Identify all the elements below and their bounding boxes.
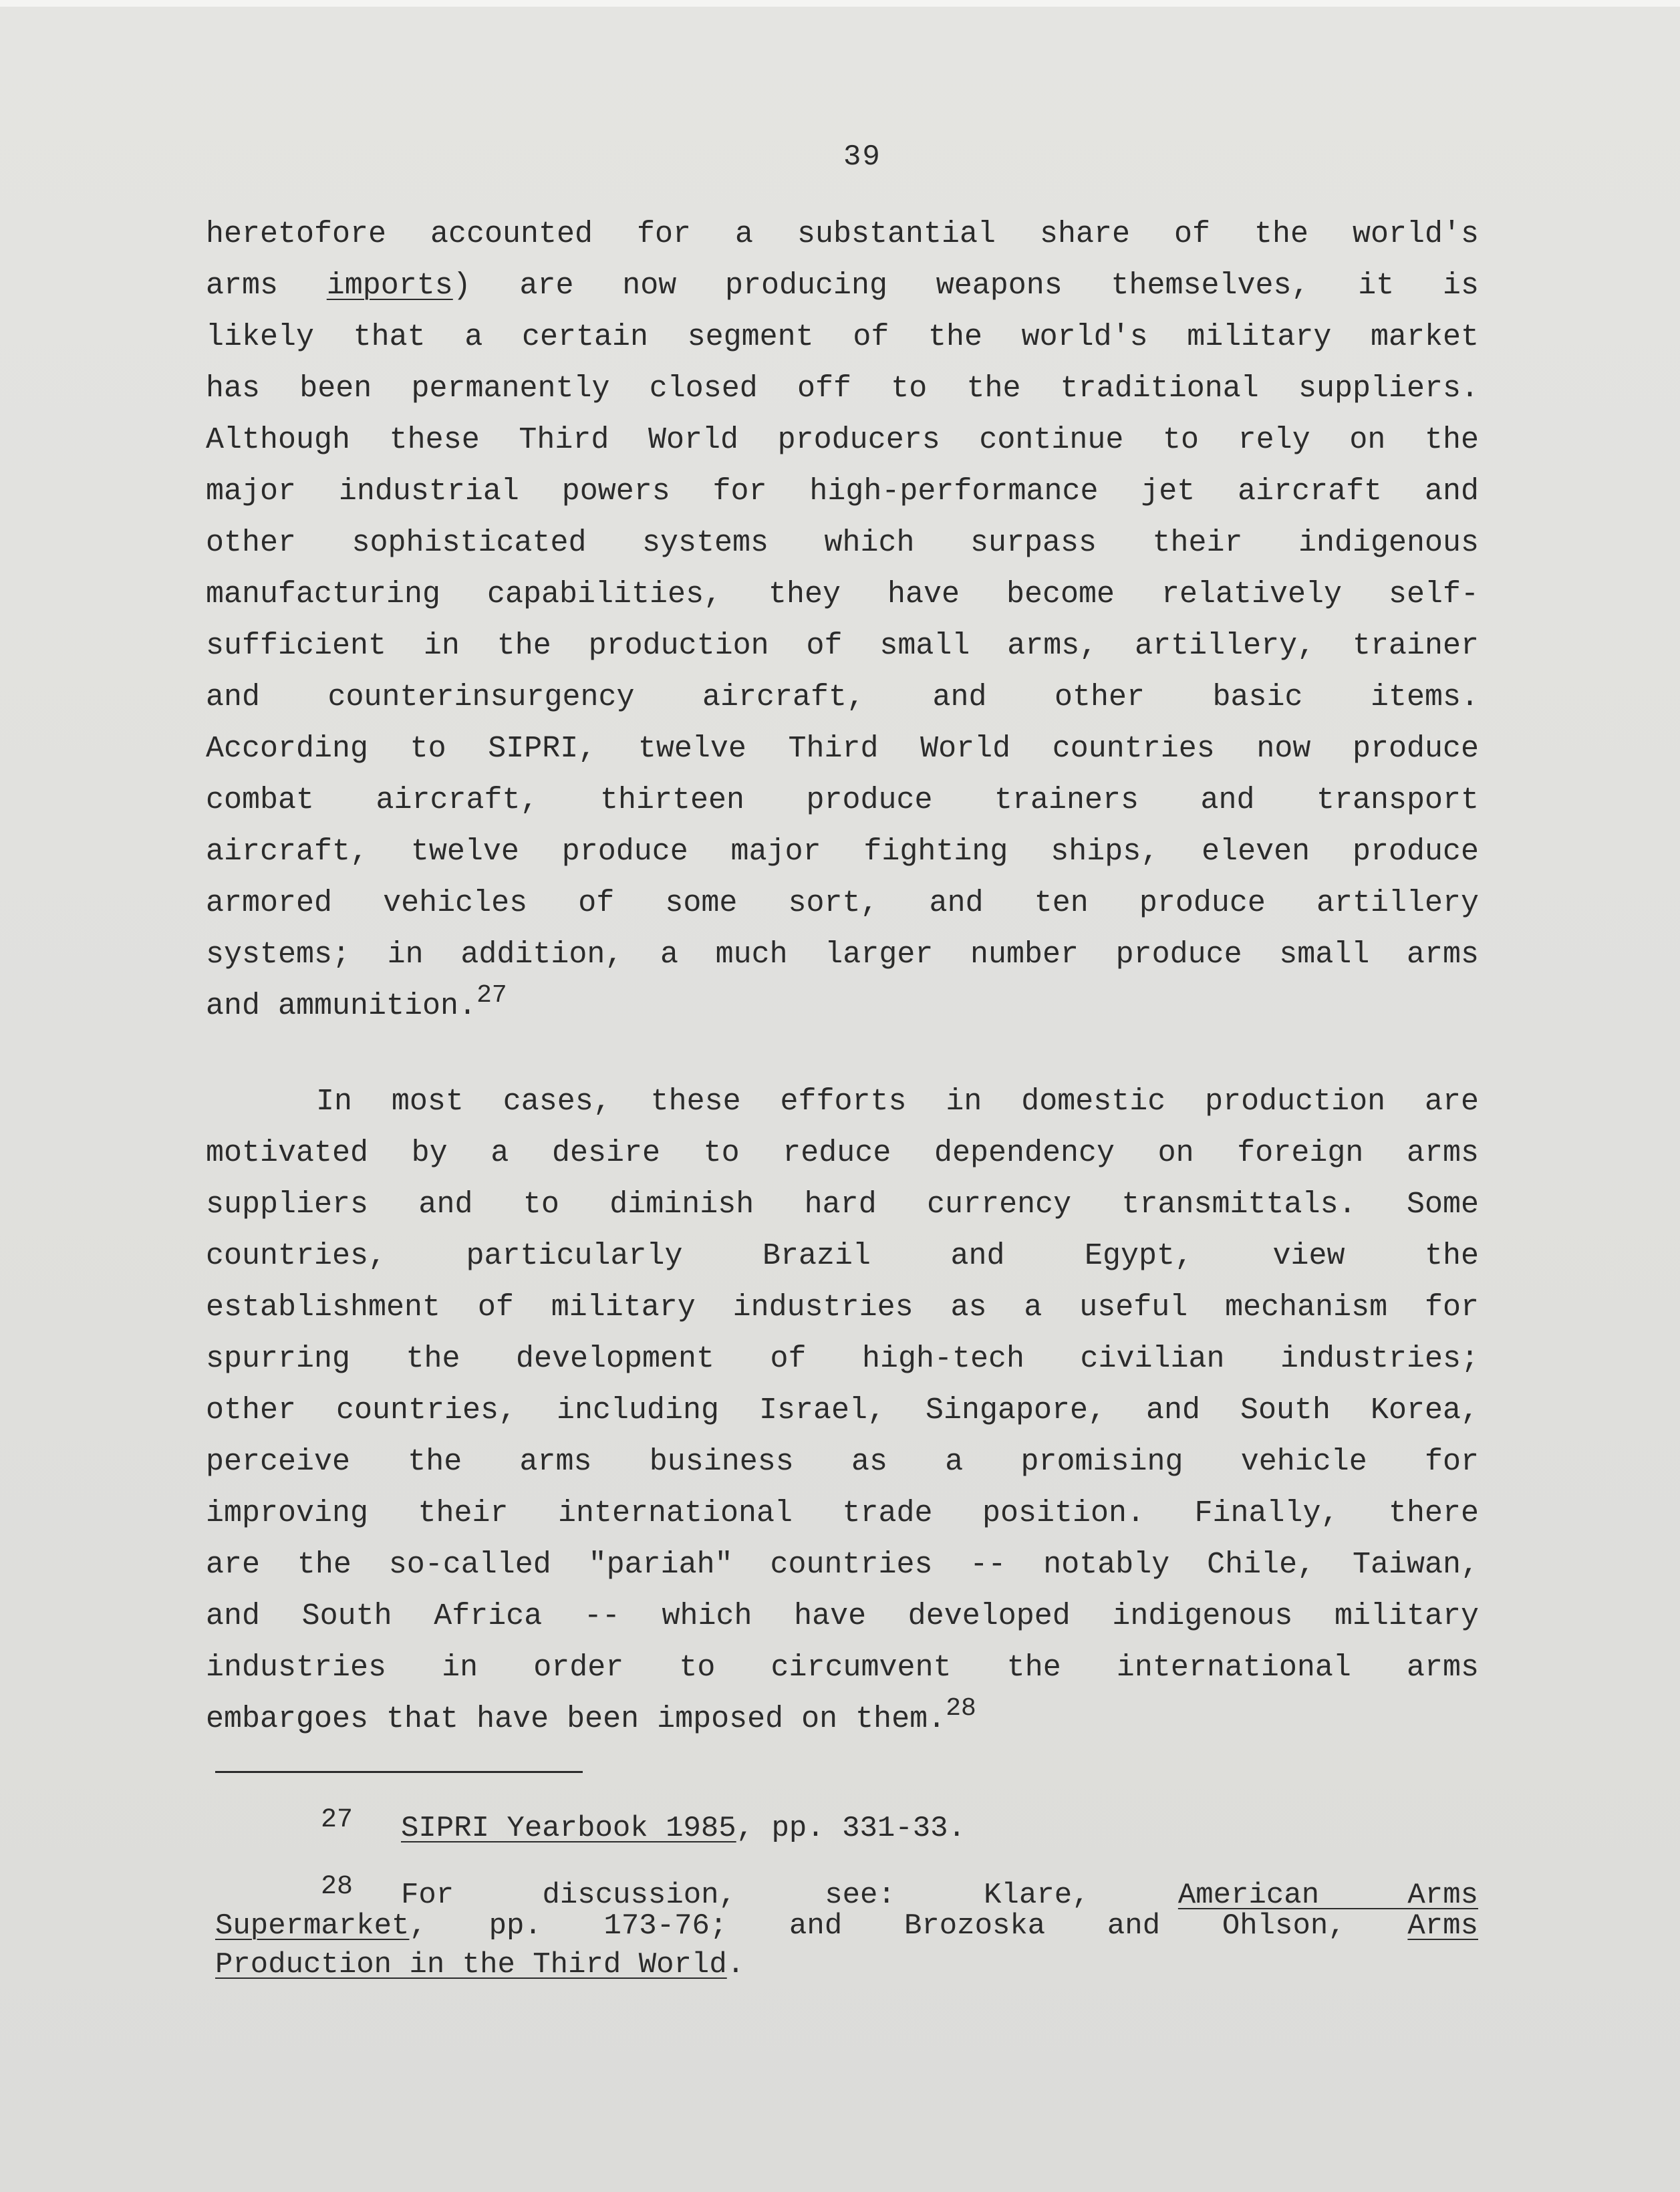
text-run: In most cases, these efforts in domestic production are xyxy=(316,1085,1479,1119)
text-run: major industrial powers for high-performance jet aircraft and xyxy=(206,474,1479,509)
footnote-number: 27 xyxy=(321,1805,354,1835)
text-run: improving their international trade position. Finally, there xyxy=(206,1496,1479,1530)
text-run: , pp. 331-33. xyxy=(736,1812,966,1845)
text-run: , pp. 173-76; and Brozoska and Ohlson, xyxy=(409,1909,1408,1943)
text-run: manufacturing capabilities, they have become relatively self- xyxy=(206,577,1479,611)
text-line xyxy=(206,1642,1479,1693)
text-line xyxy=(206,311,1479,363)
text-line xyxy=(206,209,1479,260)
footnote-number: 28 xyxy=(321,1872,354,1902)
footnote-reference: 28 xyxy=(946,1694,976,1723)
text-run: aircraft, twelve produce major fighting ships, eleven produce xyxy=(206,835,1479,869)
paragraph-2 xyxy=(206,1076,1479,1745)
text-line xyxy=(206,672,1479,723)
text-run: perceive the arms business as a promising vehicle for xyxy=(206,1445,1479,1479)
text-line xyxy=(206,723,1479,775)
text-run: and ammunition. xyxy=(206,989,477,1023)
text-line xyxy=(206,1282,1479,1333)
text-line xyxy=(206,1076,1479,1127)
text-line xyxy=(206,929,1479,980)
text-run: For discussion, see: Klare, xyxy=(401,1879,1178,1912)
text-run: has been permanently closed off to the traditional suppliers. xyxy=(206,372,1479,406)
text-run: Although these Third World producers continue to rely on the xyxy=(206,423,1479,457)
text-line xyxy=(206,466,1479,517)
page-edge xyxy=(0,0,1680,7)
underlined-text: Production in the Third World xyxy=(215,1948,727,1981)
footnote-line xyxy=(215,1907,1478,1945)
text-run: . xyxy=(726,1948,745,1981)
text-run: ) are now producing weapons themselves, it is xyxy=(452,269,1479,303)
paragraph-1 xyxy=(206,209,1479,1032)
page-number: 39 xyxy=(843,140,881,174)
text-line xyxy=(206,1488,1479,1539)
text-run: countries, particularly Brazil and Egypt, view the xyxy=(206,1239,1479,1273)
text-line xyxy=(206,1436,1479,1488)
underlined-text: Arms xyxy=(1407,1909,1478,1943)
text-line xyxy=(206,1591,1479,1642)
footnotes xyxy=(215,1801,1478,1984)
text-run: armored vehicles of some sort, and ten produce artillery xyxy=(206,886,1479,920)
text-run: motivated by a desire to reduce dependency on foreign arms xyxy=(206,1136,1479,1170)
footnote-line xyxy=(215,1801,1478,1845)
text-line xyxy=(206,517,1479,569)
text-line xyxy=(206,620,1479,672)
text-run: According to SIPRI, twelve Third World countries now produce xyxy=(206,732,1479,766)
text-run: other sophisticated systems which surpass their indigenous xyxy=(206,526,1479,560)
text-run: systems; in addition, a much larger number produce small arms xyxy=(206,938,1479,972)
underlined-text: Supermarket xyxy=(215,1909,410,1943)
text-run: arms xyxy=(206,269,327,303)
text-run: establishment of military industries as a useful mechanism for xyxy=(206,1290,1479,1325)
text-line xyxy=(206,826,1479,877)
text-line xyxy=(206,1179,1479,1230)
text-run: embargoes that have been imposed on them. xyxy=(206,1702,946,1736)
footnote-line xyxy=(215,1945,1478,1984)
text-line xyxy=(206,414,1479,466)
text-run: and South Africa -- which have developed indigenous military xyxy=(206,1599,1479,1633)
text-line xyxy=(206,1230,1479,1282)
text-run: other countries, including Israel, Singapore, and South Korea, xyxy=(206,1393,1479,1427)
text-line xyxy=(206,1333,1479,1385)
text-run: spurring the development of high-tech civilian industries; xyxy=(206,1342,1479,1376)
text-run: heretofore accounted for a substantial share of the world's xyxy=(206,217,1479,251)
underlined-text: imports xyxy=(326,269,453,303)
text-line xyxy=(206,569,1479,620)
text-run: and counterinsurgency aircraft, and other basic items. xyxy=(206,680,1479,714)
text-line xyxy=(206,1693,1479,1745)
text-run: are the so-called "pariah" countries -- notably Chile, Taiwan, xyxy=(206,1548,1479,1582)
text-line xyxy=(206,1385,1479,1436)
footnote-separator-rule xyxy=(215,1771,583,1773)
text-line xyxy=(206,260,1479,311)
text-run: industries in order to circumvent the international arms xyxy=(206,1651,1479,1685)
text-run: likely that a certain segment of the world's military market xyxy=(206,320,1479,354)
text-run: suppliers and to diminish hard currency transmittals. Some xyxy=(206,1188,1479,1222)
footnote-line xyxy=(215,1868,1478,1912)
text-line xyxy=(206,363,1479,414)
footnote-28 xyxy=(215,1868,1478,1984)
text-line xyxy=(206,980,1479,1032)
footnote-reference: 27 xyxy=(476,981,507,1010)
text-run: combat aircraft, thirteen produce trainers and transport xyxy=(206,783,1479,817)
text-line xyxy=(206,877,1479,929)
text-line xyxy=(206,1539,1479,1591)
underlined-text: SIPRI Yearbook 1985 xyxy=(401,1812,736,1845)
underlined-text: American Arms xyxy=(1177,1879,1478,1912)
text-run: sufficient in the production of small arms, artillery, trainer xyxy=(206,629,1479,663)
footnote-27 xyxy=(215,1801,1478,1845)
text-line xyxy=(206,1127,1479,1179)
text-line xyxy=(206,775,1479,826)
